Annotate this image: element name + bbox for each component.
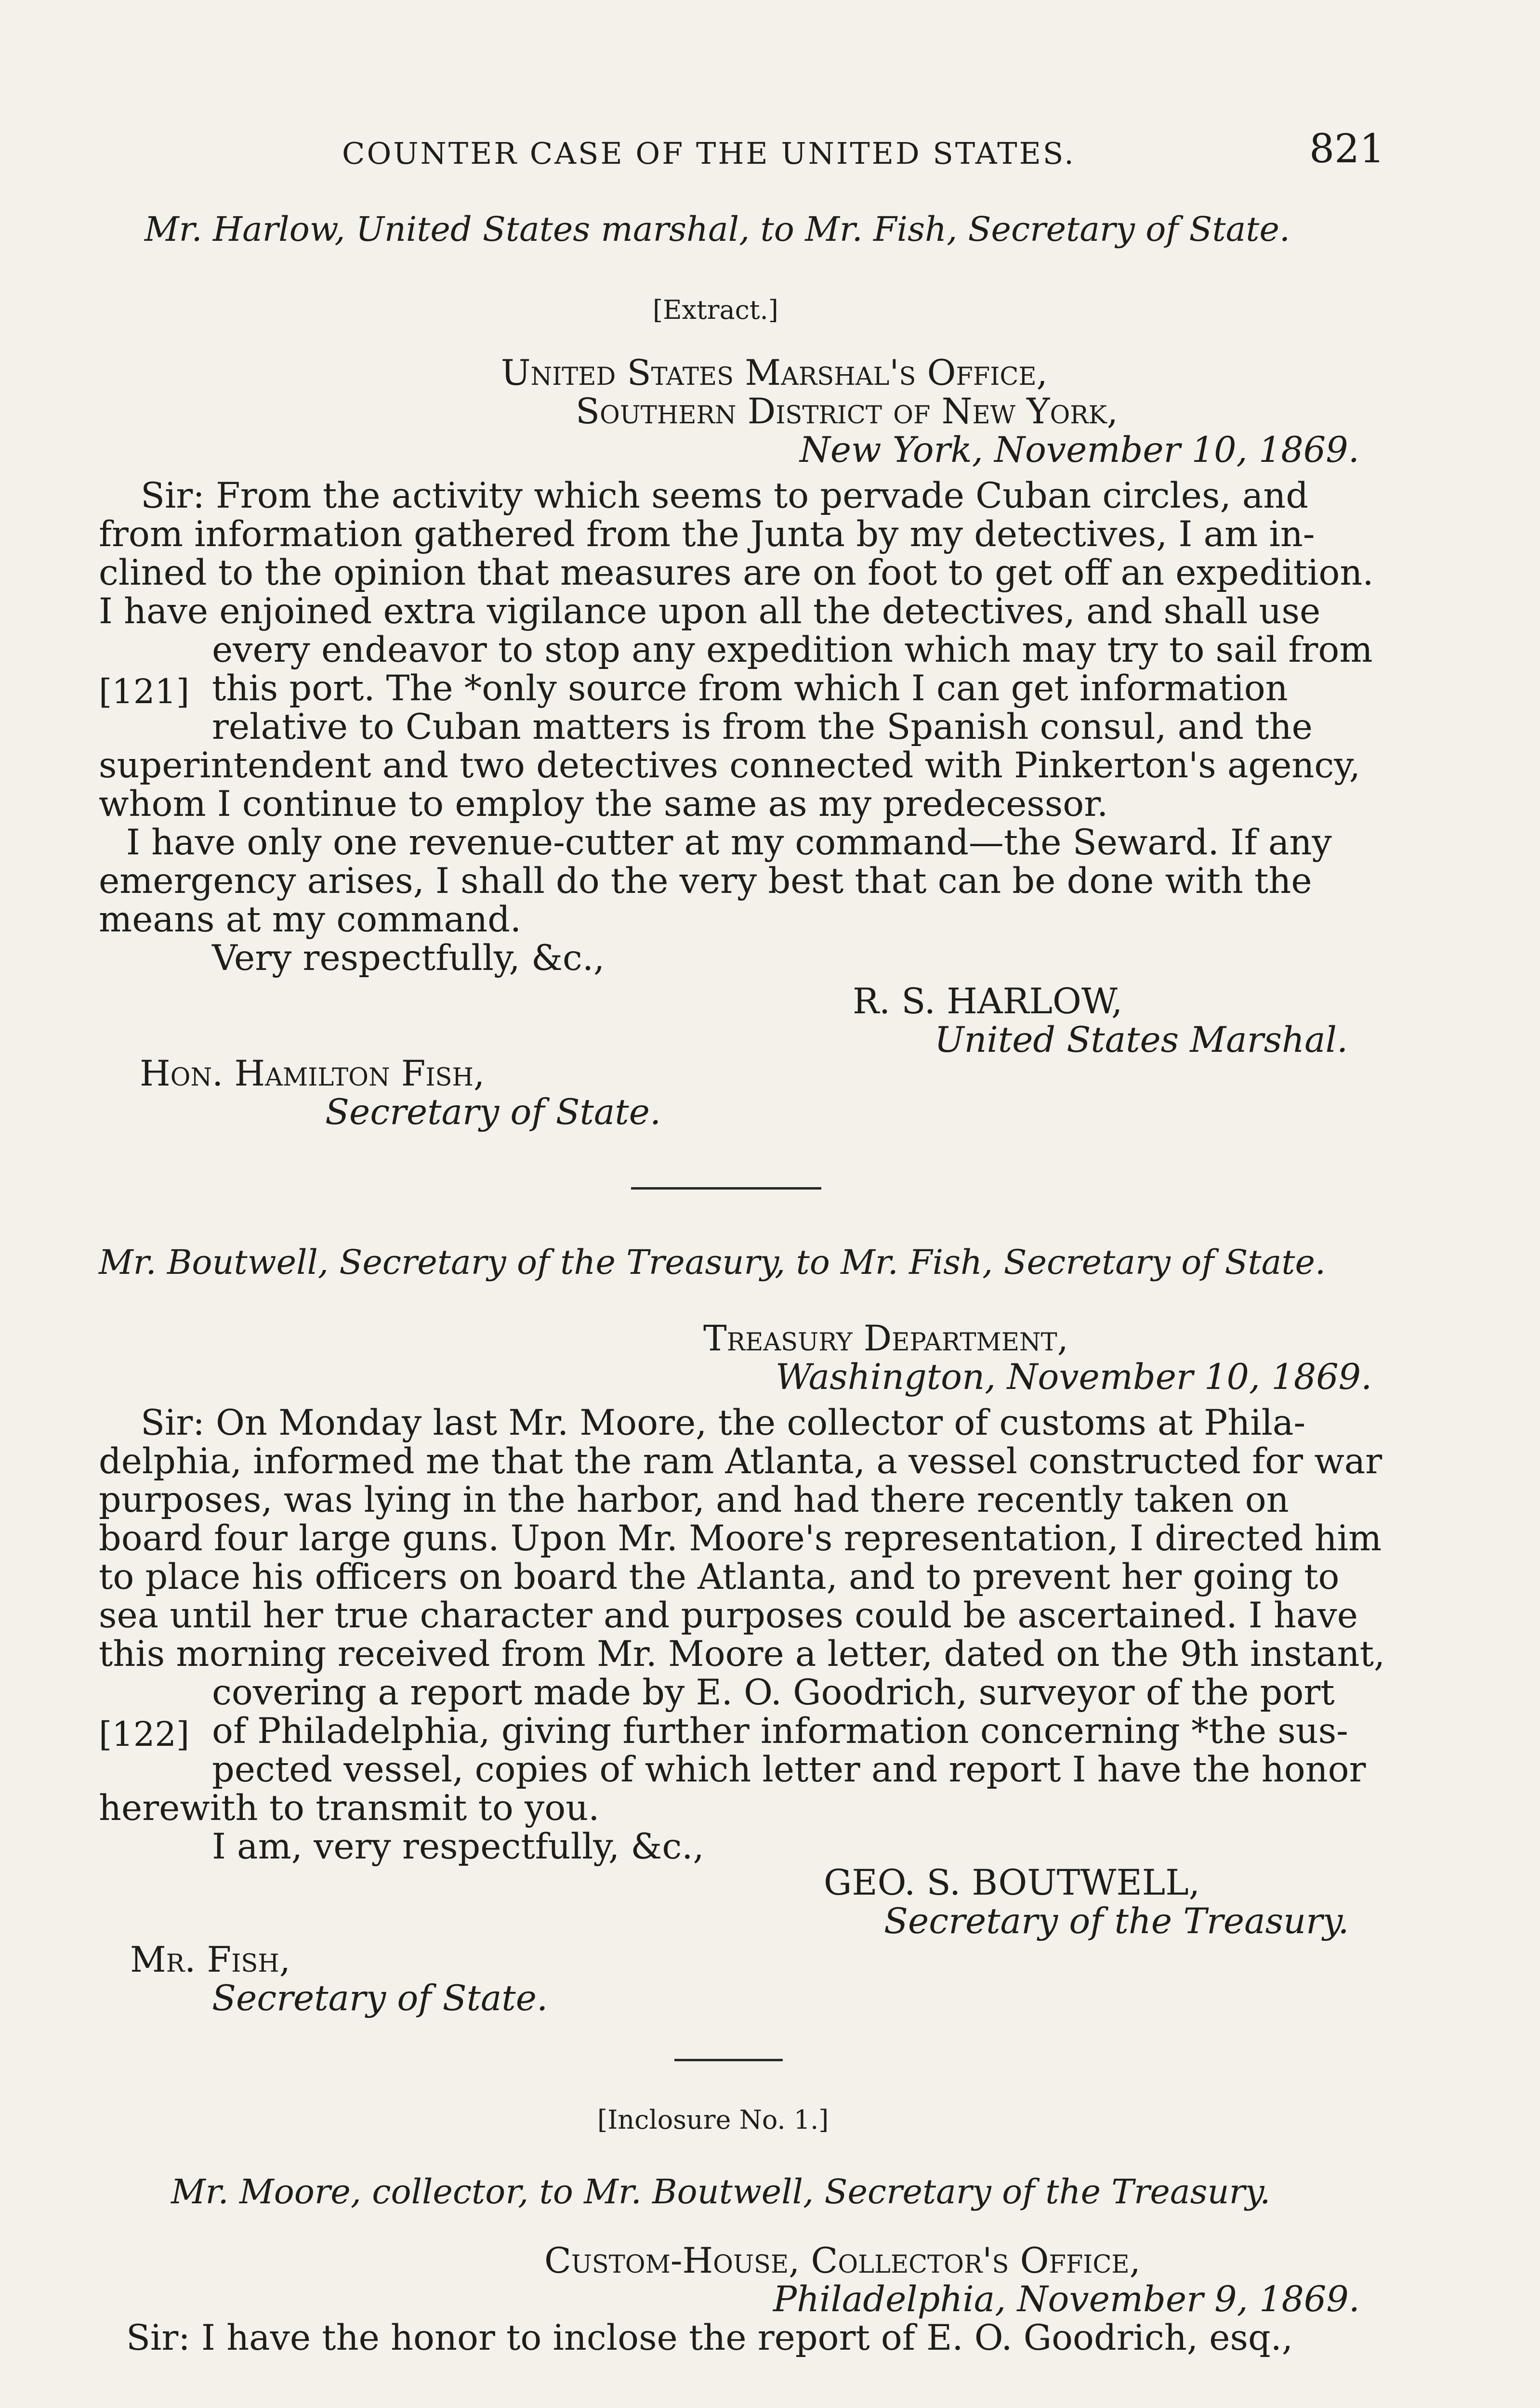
letter3-office-line1: Custom-House, Collector's Office, (544, 2240, 1141, 2281)
letter1-signature-title: United States Marshal. (935, 1020, 1348, 1060)
letter2-body-line: this morning received from Mr. Moore a letter, dated on the 9th instant, (99, 1634, 1385, 1675)
letter2-date-line: Washington, November 10, 1869. (776, 1357, 1372, 1398)
letter3-title: Mr. Moore, collector, to Mr. Boutwell, Secretary of the Treasury. (171, 2172, 1271, 2212)
letter2-body-line: delphia, informed me that the ram Atlanta, a vessel constructed for war (99, 1441, 1382, 1482)
letter1-page-ref: [121] (99, 672, 190, 711)
letter2-signature-name: GEO. S. BOUTWELL, (824, 1862, 1200, 1903)
letter1-body-line: from information gathered from the Junta by my detectives, I am in- (99, 514, 1315, 555)
letter1-body-line: every endeavor to stop any expedition which may try to sail from (212, 629, 1373, 670)
letter2-office-line1: Treasury Department, (703, 1318, 1068, 1359)
letter1-body-line: this port. The *only source from which I can get information (212, 668, 1288, 709)
letter2-body-line: pected vessel, copies of which letter and report I have the honor (212, 1749, 1366, 1790)
letter1-body-line: I have enjoined extra vigilance upon all the detectives, and shall use (99, 591, 1321, 632)
letter1-body-line: clined to the opinion that measures are on foot to get off an expedition. (99, 552, 1374, 593)
letter2-body-line: purposes, was lying in the harbor, and had there recently taken on (99, 1479, 1289, 1520)
letter2-body-line: sea until her true character and purposes could be ascertained. I have (99, 1595, 1358, 1636)
letter1-office-line1: United States Marshal's Office, (501, 353, 1048, 393)
letter2-signature-title: Secretary of the Treasury. (884, 1901, 1349, 1942)
letter2-body-line: board four large guns. Upon Mr. Moore's representation, I directed him (99, 1518, 1382, 1559)
letter2-addressee-name: Mr. Fish, (130, 1939, 290, 1980)
page-number: 821 (1309, 126, 1385, 172)
letter2-addressee-title: Secretary of State. (212, 1978, 548, 2019)
letter2-page-ref: [122] (99, 1714, 190, 1754)
letter1-title: Mr. Harlow, United States marshal, to Mr. Fish, Secretary of State. (145, 209, 1290, 249)
letter2-body-line: of Philadelphia, giving further information concerning *the sus- (212, 1711, 1348, 1752)
letter1-signature-name: R. S. HARLOW, (853, 981, 1123, 1022)
letter1-addressee-title: Secretary of State. (325, 1092, 661, 1133)
letter1-closing: Very respectfully, &c., (212, 938, 605, 979)
letter2-body-line: herewith to transmit to you. (99, 1788, 600, 1829)
letter1-date-line: New York, November 10, 1869. (800, 430, 1359, 471)
letter3-body-line: Sir: I have the honor to inclose the report of E. O. Goodrich, esq., (126, 2317, 1293, 2358)
section-divider (674, 2059, 783, 2061)
letter1-office-line2: Southern District of New York, (576, 391, 1119, 432)
letter2-body-line: covering a report made by E. O. Goodrich, surveyor of the port (212, 1672, 1335, 1713)
running-title: COUNTER CASE OF THE UNITED STATES. (342, 136, 1076, 171)
letter1-body-line: relative to Cuban matters is from the Spanish consul, and the (212, 707, 1313, 747)
letter1-body-line: means at my command. (99, 899, 522, 940)
letter1-body-line: superintendent and two detectives connected with Pinkerton's agency, (99, 745, 1361, 786)
letter2-title: Mr. Boutwell, Secretary of the Treasury, to Mr. Fish, Secretary of State. (99, 1243, 1326, 1282)
letter2-body-line: to place his officers on board the Atlanta, and to prevent her going to (99, 1557, 1340, 1597)
letter1-body-line: Sir: From the activity which seems to pervade Cuban circles, and (141, 475, 1309, 516)
letter2-body-line: Sir: On Monday last Mr. Moore, the collector of customs at Phila- (141, 1402, 1306, 1443)
section-divider (631, 1187, 821, 1190)
letter1-addressee-name: Hon. Hamilton Fish, (140, 1053, 485, 1094)
letter1-body-line: I have only one revenue-cutter at my command—the Seward. If any (126, 822, 1332, 863)
letter3-date-line: Philadelphia, November 9, 1869. (773, 2279, 1360, 2320)
letter1-body-line: whom I continue to employ the same as my predecessor. (99, 784, 1108, 824)
inclosure-tag: [Inclosure No. 1.] (597, 2105, 829, 2135)
letter1-body-line: emergency arises, I shall do the very best that can be done with the (99, 861, 1312, 902)
letter1-extract-tag: [Extract.] (653, 295, 778, 325)
letter2-closing: I am, very respectfully, &c., (212, 1826, 704, 1867)
